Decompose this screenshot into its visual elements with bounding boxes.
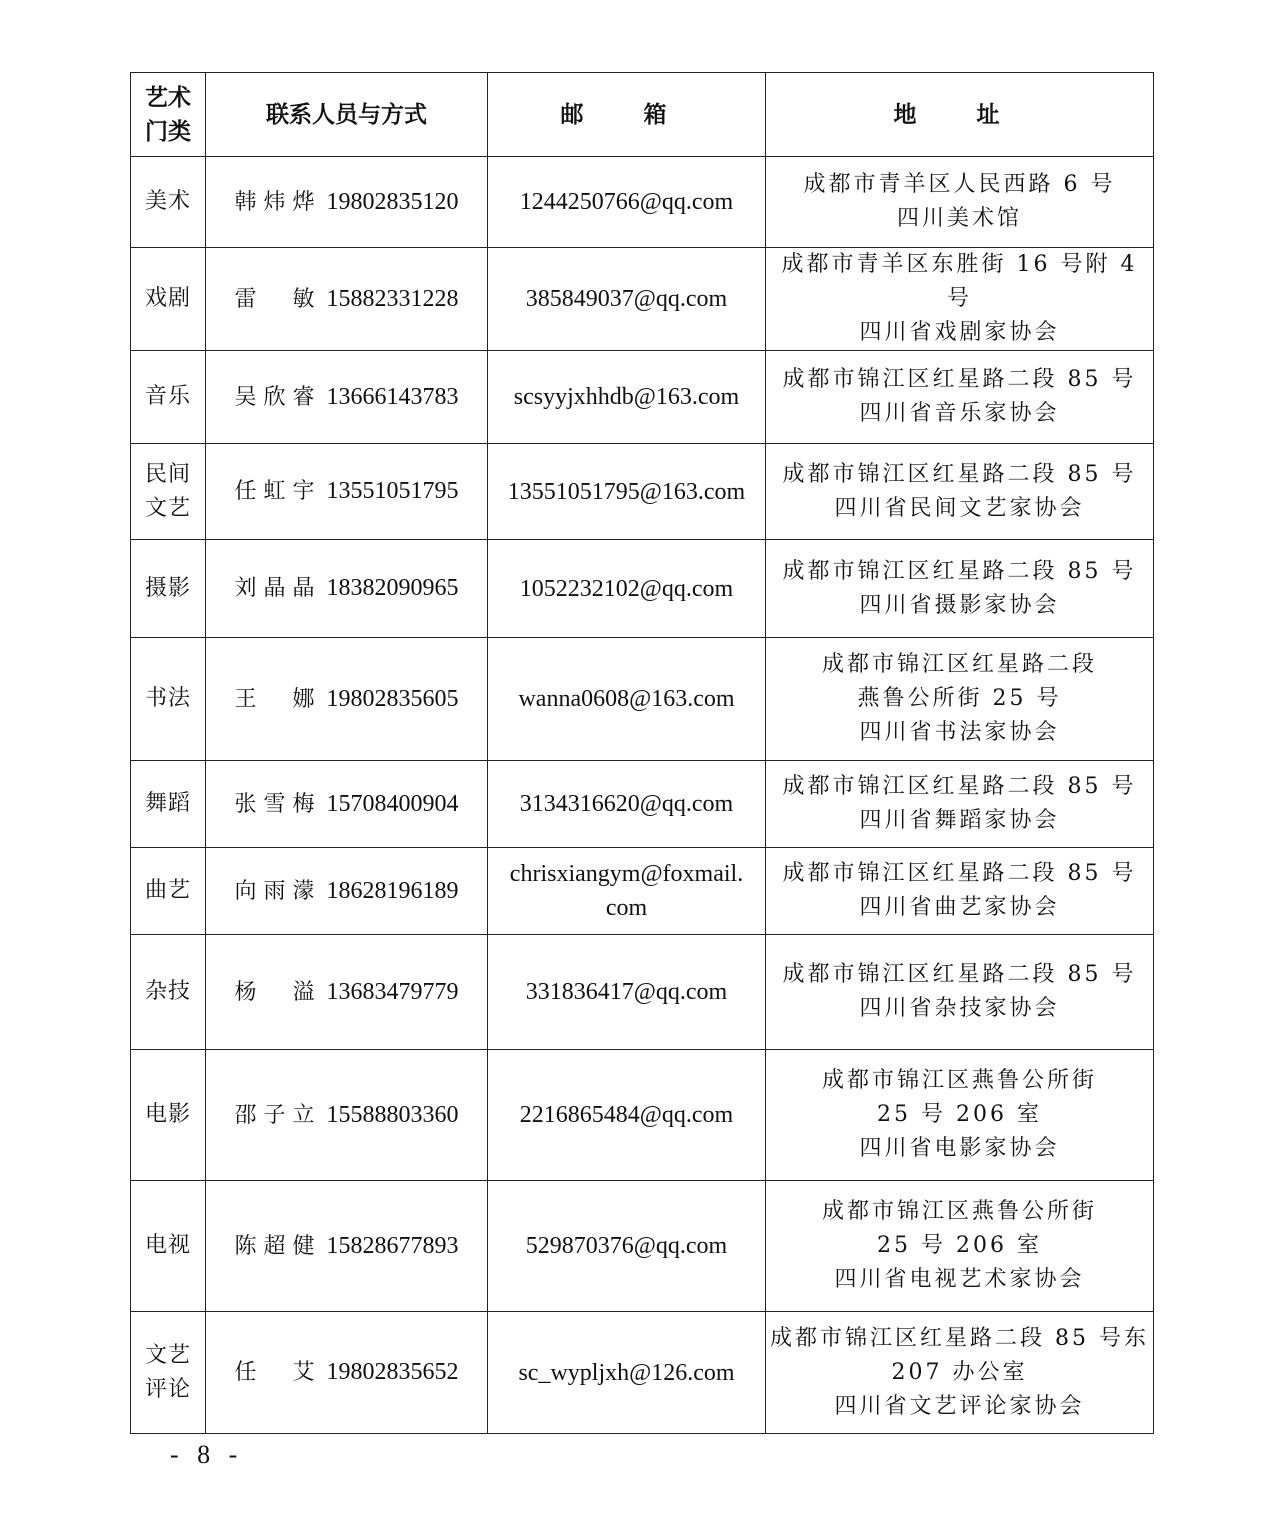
page-number: - 8 - xyxy=(170,1440,244,1469)
table-row xyxy=(131,444,1154,540)
table-row xyxy=(131,935,1154,1050)
category-cell xyxy=(131,848,206,935)
category-cell xyxy=(131,1181,206,1312)
contact-name: 雷 敏 xyxy=(234,286,317,312)
contact-cell xyxy=(206,638,488,761)
email-text: chrisxiangym@foxmail. xyxy=(509,861,744,887)
contacts-table xyxy=(130,72,1154,1434)
contact-phone: 13683479779 xyxy=(326,978,459,1005)
address-line: 四川省电视艺术家协会 xyxy=(834,1267,1085,1292)
header-address: 地 址 xyxy=(766,73,1154,157)
address-line: 25 号 206 室 xyxy=(877,1233,1042,1258)
category-cell xyxy=(131,351,206,444)
email-cell xyxy=(488,1181,766,1312)
address-line: 成都市锦江区燕鲁公所街 xyxy=(821,1068,1097,1093)
header-category-line: 门类 xyxy=(145,118,191,145)
contact-phone: 19802835605 xyxy=(326,685,459,712)
table-row xyxy=(131,1050,1154,1181)
category-text: 电影 xyxy=(144,1102,191,1127)
table-row xyxy=(131,848,1154,935)
address-cell xyxy=(766,1181,1154,1312)
category-cell xyxy=(131,761,206,848)
address-cell xyxy=(766,157,1154,248)
contact-cell xyxy=(206,540,488,638)
category-cell xyxy=(131,444,206,540)
contact-name: 韩炜烨 xyxy=(234,189,317,215)
address-line: 四川省书法家协会 xyxy=(859,720,1060,745)
category-cell xyxy=(131,1312,206,1434)
contact-name: 杨 溢 xyxy=(234,979,317,1005)
email-text: wanna0608@163.com xyxy=(518,686,735,712)
address-line: 成都市青羊区东胜街 16 号附 4 号 xyxy=(781,252,1138,311)
email-cell xyxy=(488,157,766,248)
category-text: 美术 xyxy=(144,189,191,214)
address-cell xyxy=(766,848,1154,935)
contact-cell xyxy=(206,444,488,540)
address-cell xyxy=(766,638,1154,761)
category-text: 民间 xyxy=(144,461,191,487)
table-row xyxy=(131,351,1154,444)
address-line: 四川省摄影家协会 xyxy=(859,592,1060,618)
category-cell xyxy=(131,540,206,638)
email-text: com xyxy=(605,895,648,921)
address-line: 成都市锦江区红星路二段 85 号 xyxy=(782,461,1137,487)
contact-name: 向雨濛 xyxy=(234,878,317,904)
table-row xyxy=(131,248,1154,351)
address-line: 四川省文艺评论家协会 xyxy=(834,1393,1085,1419)
address-line: 25 号 206 室 xyxy=(877,1102,1042,1127)
contact-cell xyxy=(206,848,488,935)
address-line: 成都市锦江区红星路二段 85 号 xyxy=(782,367,1137,392)
contact-cell xyxy=(206,761,488,848)
address-line: 成都市青羊区人民西路 6 号 xyxy=(803,172,1116,197)
contact-phone: 13666143783 xyxy=(326,383,459,410)
contact-phone: 15882331228 xyxy=(326,285,459,312)
address-line: 成都市锦江区燕鲁公所街 xyxy=(821,1199,1097,1224)
contact-cell xyxy=(206,351,488,444)
email-cell xyxy=(488,638,766,761)
address-cell xyxy=(766,1312,1154,1434)
category-text: 音乐 xyxy=(144,384,191,409)
address-line: 四川省民间文艺家协会 xyxy=(834,495,1085,521)
email-text: sc_wypljxh@126.com xyxy=(518,1359,735,1386)
contact-phone: 13551051795 xyxy=(326,478,459,504)
address-line: 四川省戏剧家协会 xyxy=(859,320,1060,345)
contact-name: 邵子立 xyxy=(234,1102,317,1128)
category-cell xyxy=(131,638,206,761)
address-line: 四川美术馆 xyxy=(896,206,1022,231)
address-line: 四川省曲艺家协会 xyxy=(859,895,1060,920)
header-category xyxy=(131,73,206,157)
contact-cell xyxy=(206,1050,488,1181)
contact-phone: 18628196189 xyxy=(326,877,459,904)
header-category-line: 艺术 xyxy=(145,84,191,111)
address-line: 成都市锦江区红星路二段 85 号东 xyxy=(770,1325,1149,1351)
table-row xyxy=(131,638,1154,761)
contact-name: 吴欣睿 xyxy=(234,384,317,410)
category-text: 文艺 xyxy=(144,1342,191,1368)
contact-cell xyxy=(206,157,488,248)
address-line: 四川省音乐家协会 xyxy=(859,401,1060,426)
email-text: 1052232102@qq.com xyxy=(519,575,734,602)
contact-name: 陈超健 xyxy=(234,1233,317,1259)
table-row xyxy=(131,157,1154,248)
contact-phone: 19802835652 xyxy=(326,1359,459,1385)
email-cell xyxy=(488,540,766,638)
category-text: 曲艺 xyxy=(144,878,191,903)
contact-phone: 15828677893 xyxy=(326,1232,459,1259)
address-line: 四川省杂技家协会 xyxy=(859,996,1060,1021)
contact-name: 任 艾 xyxy=(234,1360,317,1385)
contact-phone: 15588803360 xyxy=(326,1101,459,1128)
contact-name: 王 娜 xyxy=(234,686,317,712)
email-cell xyxy=(488,1050,766,1181)
category-cell xyxy=(131,1050,206,1181)
contact-phone: 19802835120 xyxy=(326,188,459,215)
address-cell xyxy=(766,540,1154,638)
table-row xyxy=(131,761,1154,848)
address-line: 成都市锦江区红星路二段 85 号 xyxy=(782,962,1137,987)
email-cell xyxy=(488,935,766,1050)
contact-cell xyxy=(206,1312,488,1434)
email-cell xyxy=(488,848,766,935)
address-cell xyxy=(766,351,1154,444)
address-line: 成都市锦江区红星路二段 85 号 xyxy=(782,774,1137,799)
email-text: 3134316620@qq.com xyxy=(519,791,734,817)
contact-cell xyxy=(206,935,488,1050)
category-cell xyxy=(131,248,206,351)
email-text: 1244250766@qq.com xyxy=(519,189,734,215)
category-text: 电视 xyxy=(144,1233,191,1258)
address-line: 成都市锦江区红星路二段 85 号 xyxy=(782,558,1137,584)
category-cell xyxy=(131,157,206,248)
address-line: 207 办公室 xyxy=(891,1359,1028,1385)
email-text: scsyyjxhhdb@163.com xyxy=(513,384,740,410)
email-cell xyxy=(488,444,766,540)
address-cell xyxy=(766,444,1154,540)
address-line: 成都市锦江区红星路二段 xyxy=(821,652,1097,677)
table-row xyxy=(131,1312,1154,1434)
category-text: 戏剧 xyxy=(144,286,191,311)
table-row xyxy=(131,540,1154,638)
address-line: 四川省舞蹈家协会 xyxy=(859,808,1060,833)
address-line: 燕鲁公所街 25 号 xyxy=(857,686,1062,711)
category-text: 舞蹈 xyxy=(144,791,191,816)
address-cell xyxy=(766,1050,1154,1181)
email-text: 2216865484@qq.com xyxy=(519,1102,734,1128)
email-text: 13551051795@163.com xyxy=(507,478,746,505)
email-cell xyxy=(488,248,766,351)
contact-name: 任虹宇 xyxy=(234,479,317,504)
address-line: 四川省电影家协会 xyxy=(859,1136,1060,1161)
address-line: 成都市锦江区红星路二段 85 号 xyxy=(782,861,1137,886)
email-cell xyxy=(488,1312,766,1434)
category-text: 杂技 xyxy=(144,979,191,1004)
header-contact: 联系人员与方式 xyxy=(206,73,488,157)
address-cell xyxy=(766,761,1154,848)
contact-name: 刘晶晶 xyxy=(234,576,317,601)
email-cell xyxy=(488,761,766,848)
category-text: 书法 xyxy=(144,686,191,711)
email-cell xyxy=(488,351,766,444)
category-text: 评论 xyxy=(144,1376,191,1402)
header-email: 邮 箱 xyxy=(488,73,766,157)
address-cell xyxy=(766,935,1154,1050)
category-text: 文艺 xyxy=(144,495,191,521)
contact-cell xyxy=(206,1181,488,1312)
email-text: 331836417@qq.com xyxy=(525,979,728,1005)
email-text: 385849037@qq.com xyxy=(525,286,728,312)
contact-name: 张雪梅 xyxy=(234,791,317,817)
email-text: 529870376@qq.com xyxy=(525,1233,728,1259)
address-cell xyxy=(766,248,1154,351)
contact-phone: 15708400904 xyxy=(326,790,459,817)
category-text: 摄影 xyxy=(144,575,191,601)
contact-cell xyxy=(206,248,488,351)
contact-phone: 18382090965 xyxy=(326,575,459,601)
header-row xyxy=(131,73,1154,157)
table-row xyxy=(131,1181,1154,1312)
category-cell xyxy=(131,935,206,1050)
